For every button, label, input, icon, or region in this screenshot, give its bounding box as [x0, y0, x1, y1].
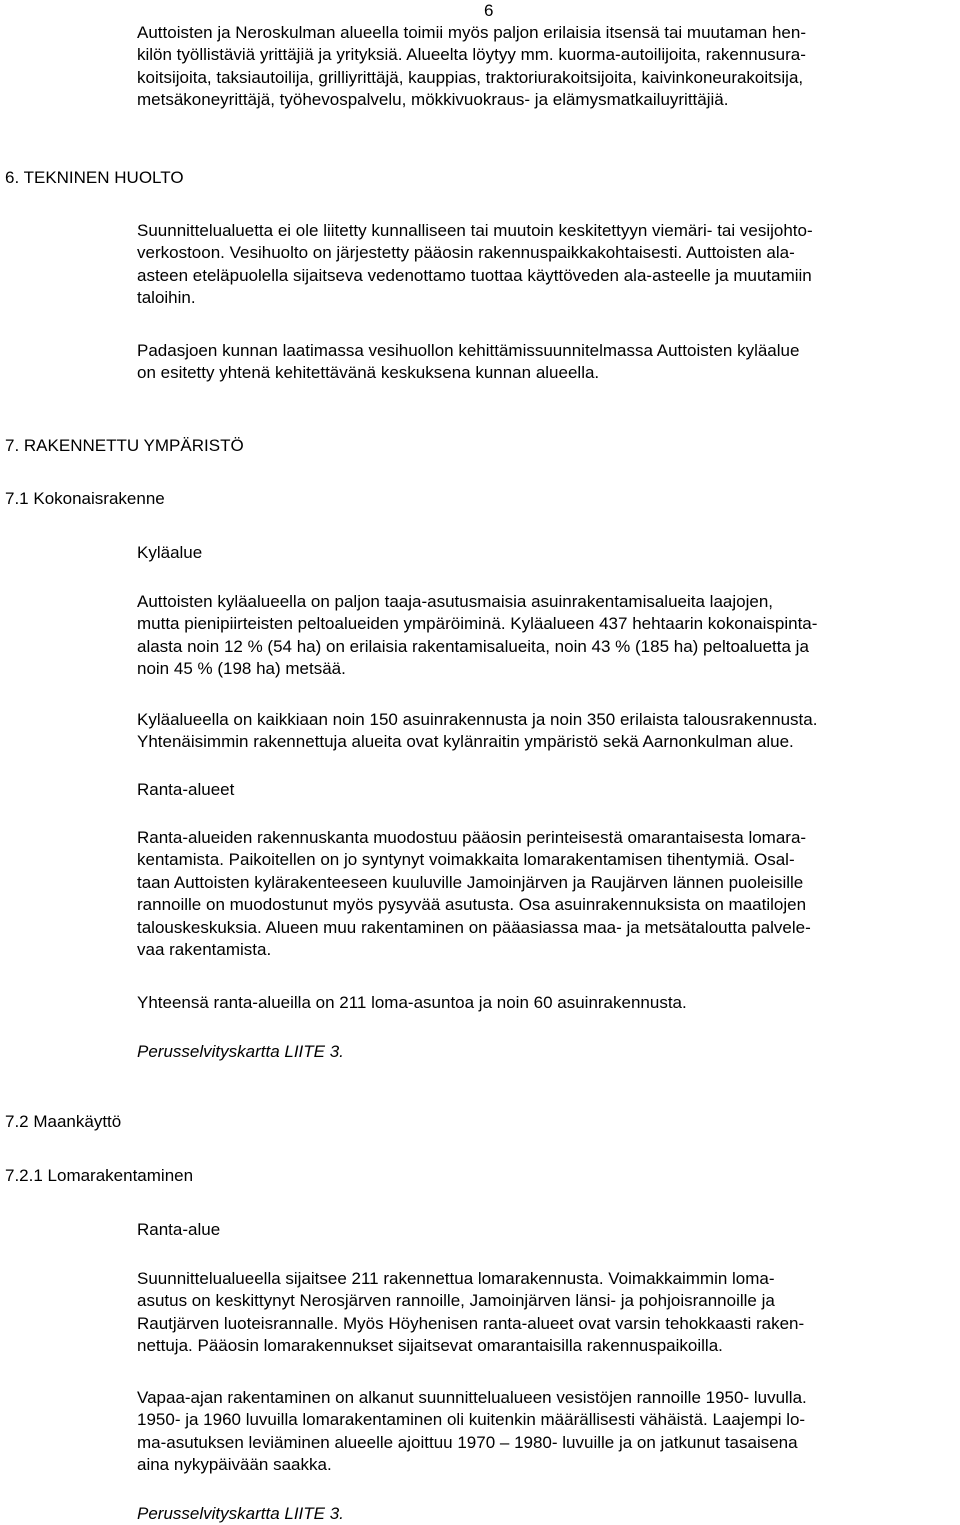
text-line: asteen eteläpuolella sijaitseva vedenottamo tuottaa käyttöveden ala-asteelle ja muutamiin — [137, 265, 812, 285]
section-7-2-1-heading: 7.2.1 Lomarakentaminen — [5, 1166, 194, 1185]
text-line: asutus on keskittynyt Nerosjärven rannoille, Jamoinjärven länsi- ja pohjoisrannoille ja — [137, 1291, 775, 1311]
section-7-2-heading: 7.2 Maankäyttö — [5, 1112, 122, 1131]
text-line: Auttoisten ja Neroskulman alueella toimii myös paljon erilaisia itsensä tai muutaman hen- — [137, 23, 806, 42]
text-line: Auttoisten kyläalueella on paljon taaja-asutusmaisia asuinrakentamisalueita laajojen, — [137, 592, 773, 611]
ranta-alueet-paragraph-1 — [137, 827, 811, 961]
text-line: Perusselvityskartta LIITE 3. — [137, 1504, 344, 1523]
kylaalue-paragraph-2 — [137, 709, 817, 754]
ranta-alue-title: Ranta-alue — [137, 1220, 221, 1239]
ranta-alue-map-reference — [137, 1503, 344, 1525]
text-line: Yhtenäisimmin rakennettuja alueita ovat kylänraitin ympäristö sekä Aarnonkulman alue. — [137, 732, 794, 752]
text-line: koitsijoita, taksiautoilija, grilliyrittäjä, kauppias, traktoriurakoitsijoita, kaivinkoneurakoitsija, — [137, 67, 804, 87]
ranta-alueet-map-reference — [137, 1041, 344, 1063]
page-number: 6 — [484, 1, 494, 20]
text-line: Ranta-alueiden rakennuskanta muodostuu pääosin perinteisestä omarantaisesta lomara- — [137, 828, 807, 847]
text-line: on esitetty yhtenä kehitettävänä keskuksena kunnan alueella. — [137, 363, 600, 383]
kylaalue-title: Kyläalue — [137, 543, 203, 562]
text-line: Yhteensä ranta-alueilla on 211 loma-asuntoa ja noin 60 asuinrakennusta. — [137, 993, 687, 1012]
text-line: aina nykypäivään saakka. — [137, 1455, 332, 1475]
text-line: Suunnittelualuetta ei ole liitetty kunnalliseen tai muutoin keskitettyyn viemäri- tai vesijohto- — [137, 221, 813, 240]
text-line: taan Auttoisten kylärakenteeseen kuuluville Jamoinjärven ja Raujärven lännen puoleisille — [137, 872, 804, 892]
ranta-alueet-paragraph-2 — [137, 992, 687, 1014]
text-line: nettuja. Pääosin lomarakennukset sijaitsevat omarantaisilla rakennuspaikoilla. — [137, 1336, 723, 1356]
ranta-alueet-title: Ranta-alueet — [137, 780, 235, 799]
text-line: Suunnittelualueella sijaitsee 211 rakennettua lomarakennusta. Voimakkaimmin loma- — [137, 1269, 775, 1288]
kylaalue-paragraph-1 — [137, 591, 817, 681]
text-line: Perusselvityskartta LIITE 3. — [137, 1042, 344, 1061]
text-line: metsäkoneyrittäjä, työhevospalvelu, mökkivuokraus- ja elämysmatkailuyrittäjiä. — [137, 90, 729, 110]
text-line: kilön työllistäviä yrittäjiä ja yrityksiä. Alueelta löytyy mm. kuorma-autoilijoita, rakennusura- — [137, 45, 806, 65]
text-line: verkostoon. Vesihuolto on järjestetty pääosin rakennuspaikkakohtaisesti. Auttoisten ala- — [137, 243, 795, 263]
text-line: Padasjoen kunnan laatimassa vesihuollon kehittämissuunnitelmassa Auttoisten kyläalue — [137, 341, 800, 360]
text-line: ma-asutuksen leviäminen alueelle ajoittuu 1970 – 1980- luvuille ja on jatkunut tasaisena — [137, 1432, 798, 1452]
section-7-heading: 7. RAKENNETTU YMPÄRISTÖ — [5, 436, 244, 455]
text-line: 1950- ja 1960 luvuilla lomarakentaminen oli kuitenkin määrällisesti vähäistä. Laajempi lo- — [137, 1410, 806, 1430]
text-line: kentamista. Paikoitellen on jo syntynyt voimakkaita lomarakentamisen tihentymiä. Osal- — [137, 850, 795, 870]
text-line: Kyläalueella on kaikkiaan noin 150 asuinrakennusta ja noin 350 erilaista talousrakennusta. — [137, 710, 818, 729]
text-line: Vapaa-ajan rakentaminen on alkanut suunnittelualueen vesistöjen rannoille 1950- luvulla. — [137, 1388, 807, 1407]
text-line: talouskeskuksia. Alueen muu rakentaminen on pääasiassa maa- ja metsätaloutta palvele- — [137, 917, 811, 937]
text-line: vaa rakentamista. — [137, 940, 272, 960]
ranta-alue-paragraph-2 — [137, 1387, 807, 1477]
intro-paragraph — [137, 22, 806, 112]
ranta-alue-paragraph-1 — [137, 1268, 804, 1358]
text-line: alasta noin 12 % (54 ha) on erilaisia rakentamisalueita, noin 43 % (185 ha) peltoaluetta ja — [137, 636, 809, 656]
text-line: rannoille on muodostunut myös pysyvää asutusta. Osa asuinrakennuksista on maatilojen — [137, 895, 807, 915]
section-7-1-heading: 7.1 Kokonaisrakenne — [5, 489, 165, 508]
text-line: taloihin. — [137, 288, 196, 308]
section-6-heading: 6. TEKNINEN HUOLTO — [5, 168, 184, 187]
section-6-paragraph-2 — [137, 340, 799, 385]
text-line: Rautjärven luoteisrannalle. Myös Höyhenisen ranta-alueet ovat varsin tehokkaasti raken- — [137, 1313, 805, 1333]
text-line: noin 45 % (198 ha) metsää. — [137, 659, 346, 679]
section-6-paragraph-1 — [137, 220, 813, 310]
text-line: mutta pienipiirteisten peltoalueiden ympäröiminä. Kyläalueen 437 hehtaarin kokonaispinta- — [137, 614, 818, 634]
